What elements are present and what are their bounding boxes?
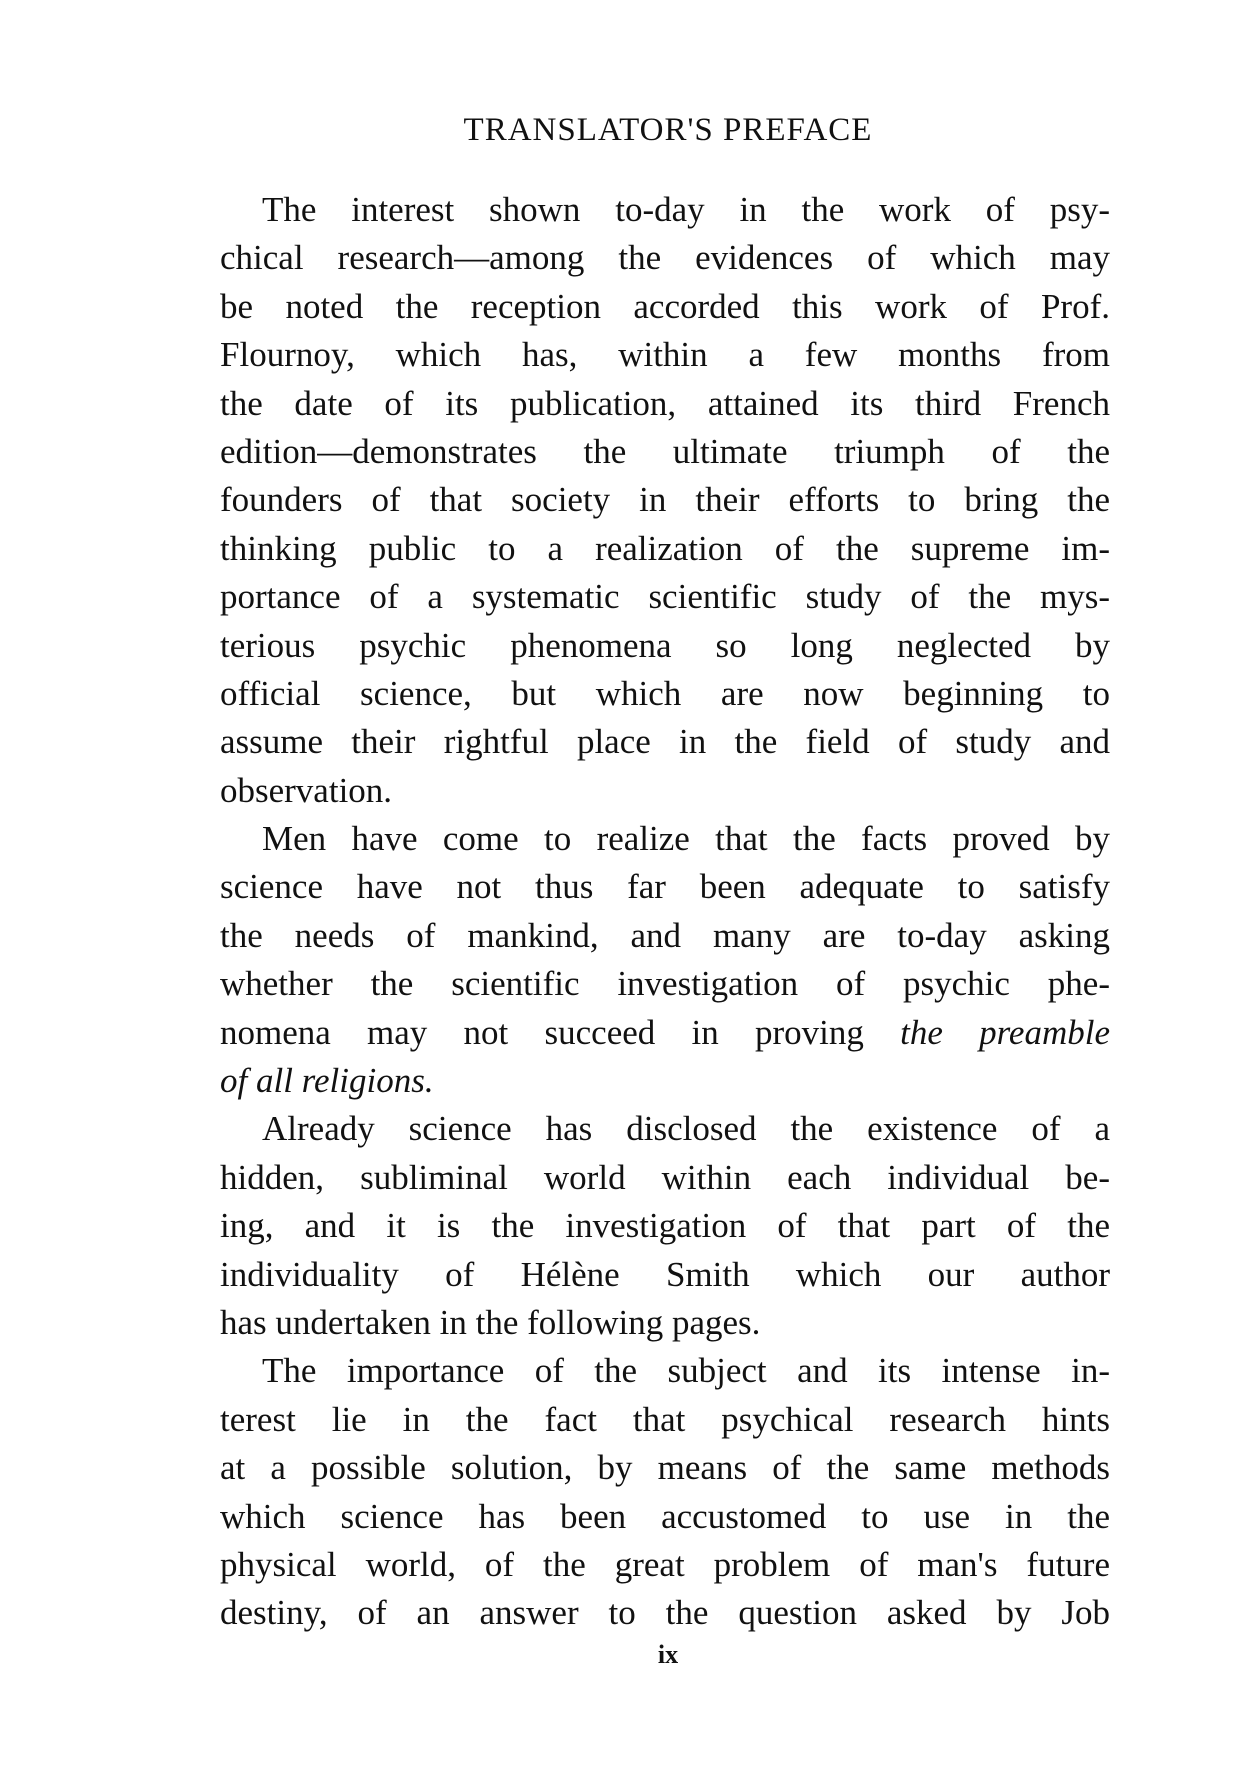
text-line: terious psychic phenomena so long neglected by bbox=[220, 625, 1110, 665]
text-line: which science has been accustomed to use in the bbox=[220, 1496, 1110, 1536]
italic-text: of all religions. bbox=[220, 1061, 434, 1101]
text-line: ing, and it is the investigation of that part of the bbox=[220, 1206, 1110, 1246]
text-line: the date of its publication, attained its third French bbox=[220, 383, 1110, 423]
text-line: the needs of mankind, and many are to-day asking bbox=[220, 915, 1110, 955]
text-line: The interest shown to-day in the work of psy- bbox=[262, 190, 1110, 229]
text-line: physical world, of the great problem of man's future bbox=[220, 1544, 1110, 1584]
text-span: nomena may not succeed in proving bbox=[220, 1012, 901, 1052]
text-line: Men have come to realize that the facts proved by bbox=[262, 819, 1110, 859]
text-line: founders of that society in their efforts to bring the bbox=[220, 480, 1110, 520]
text-line: be noted the reception accorded this work of Prof. bbox=[220, 286, 1110, 326]
text-line: edition—demonstrates the ultimate triumph of the bbox=[220, 431, 1110, 471]
text-line: official science, but which are now beginning to bbox=[220, 673, 1110, 713]
text-line: has undertaken in the following pages. bbox=[220, 1302, 761, 1342]
text-line: individuality of Hélène Smith which our author bbox=[220, 1254, 1110, 1294]
paragraph bbox=[220, 815, 1110, 1105]
page-number: ix bbox=[657, 1640, 679, 1669]
text-line: portance of a systematic scientific study of the mys- bbox=[220, 577, 1110, 617]
text-line: assume their rightful place in the field of study and bbox=[220, 722, 1110, 762]
paragraph bbox=[220, 1105, 1110, 1347]
italic-text: the preamble bbox=[900, 1012, 1111, 1052]
text-line: observation. bbox=[220, 770, 393, 810]
text-line: The importance of the subject and its intense in- bbox=[262, 1351, 1110, 1391]
text-line bbox=[220, 1057, 1110, 1105]
paragraph bbox=[220, 1347, 1110, 1637]
text-line bbox=[220, 1009, 1110, 1057]
page-body bbox=[220, 186, 1110, 1638]
text-line: Flournoy, which has, within a few months from bbox=[220, 335, 1110, 375]
paragraph bbox=[220, 186, 1110, 815]
text-line: at a possible solution, by means of the same methods bbox=[220, 1448, 1110, 1488]
text-line: chical research—among the evidences of which may bbox=[220, 238, 1110, 278]
text-line: destiny, of an answer to the question asked by Job bbox=[220, 1593, 1110, 1633]
text-line: whether the scientific investigation of psychic phe- bbox=[220, 964, 1110, 1004]
text-line: hidden, subliminal world within each individual be- bbox=[220, 1157, 1110, 1197]
text-line: Already science has disclosed the existence of a bbox=[262, 1109, 1110, 1149]
text-line: science have not thus far been adequate to satisfy bbox=[220, 867, 1110, 907]
text-line: terest lie in the fact that psychical research hints bbox=[220, 1399, 1110, 1439]
text-line: thinking public to a realization of the supreme im- bbox=[220, 528, 1110, 568]
page-title: TRANSLATOR'S PREFACE bbox=[463, 112, 873, 148]
